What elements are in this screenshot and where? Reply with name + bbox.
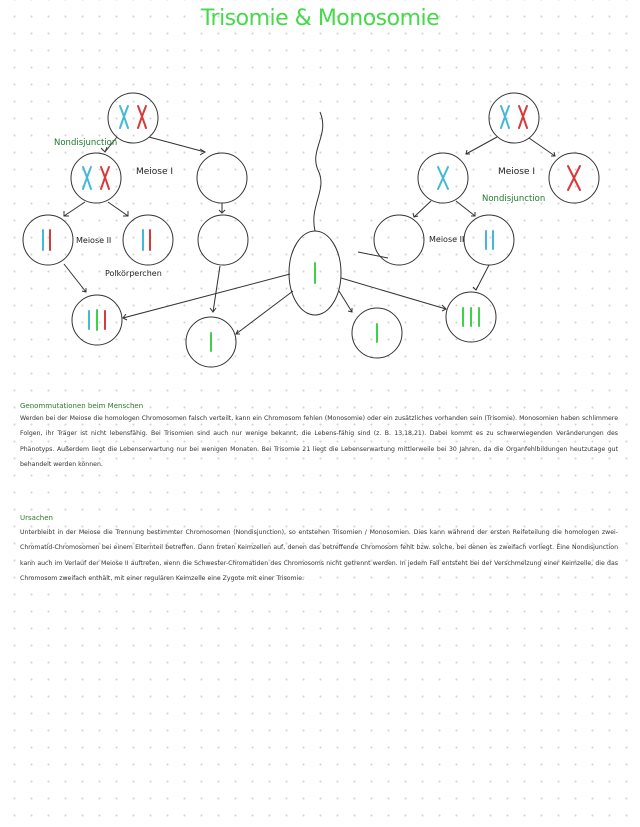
cell-right-meiose2-a — [374, 215, 424, 265]
label-nondisjunction-left: Nondisjunction — [54, 138, 118, 148]
section-text-genommutationen: Werden bei der Meiose die homologen Chromosomen falsch verteilt, kann ein Chromosom fehlen (Monosomie) oder ein zusätzliches vorhanden sein (Trisomie). Monosomien haben schlimmere Folgen, ihr Träger ist nicht lebensfähig. Bei Trisomien sind auch nur wenige bekannt, die Lebens-fähig sind (z. B. 13,18,21). Dabei kommt es zu schwerwiegenden Veränderungen des Phänotyps. Außerdem liegt die Lebenserwartung nur bei wenigen Monaten. Bei Trisomie 21 liegt die Lebenserwartung mittlerweile bei 30 Jahren, da die Organfehlbildungen heutzutage gut behandelt werden können. — [20, 415, 618, 469]
label-meiose1-left: Meiose I — [136, 167, 174, 177]
cell-right-meiose2-b — [464, 215, 514, 265]
page-title: Trisomie & Monosomie — [200, 6, 440, 31]
meiosis-diagram — [0, 0, 640, 380]
label-meiose2-right: Meiose II — [429, 235, 465, 244]
cell-right-parent — [489, 93, 539, 143]
cell-left-meiose1-a — [71, 153, 121, 203]
section-heading-genommutationen: Genommutationen beim Menschen — [20, 402, 144, 410]
sperm-tail — [314, 112, 323, 231]
label-nondisjunction-right: Nondisjunction — [482, 194, 546, 204]
section-text-ursachen: Unterbleibt in der Meiose die Trennung bestimmter Chromosomen (Nondisjunction), so entstehen Trisomien / Monosomien. Dies kann während der ersten Reifeteilung die homologen zwei-Chromatid-Chromosomen bei einem Elternteil betreffen. Dann treten Keimzellen auf, denen das betreffende Chromosom fehlt bzw. solche, bei denen es zweifach vorliegt. Eine Nondisjunction kann auch im Verlauf der Meiose II auftreten, wenn die Schwester-Chromatiden des Chromosoms nicht getrennt werden. In jedem Fall entsteht bei der Verschmelzung einer Keimzelle, die das Chromosom zweifach enthält, mit einer regulären Keimzelle eine Zygote mit einer Trisomie. — [20, 529, 618, 583]
cell-left-meiose1-b — [197, 153, 247, 203]
section-heading-ursachen: Ursachen — [20, 514, 53, 522]
cell-left-meiose2-c — [198, 215, 248, 265]
cell-left-meiose2-a — [23, 215, 73, 265]
cell-left-parent — [108, 93, 158, 143]
cell-left-meiose2-b — [123, 215, 173, 265]
label-meiose2-left: Meiose II — [76, 236, 112, 245]
label-meiose1-right: Meiose I — [498, 167, 536, 177]
label-polkoerperchen: Polkörperchen — [105, 269, 162, 278]
